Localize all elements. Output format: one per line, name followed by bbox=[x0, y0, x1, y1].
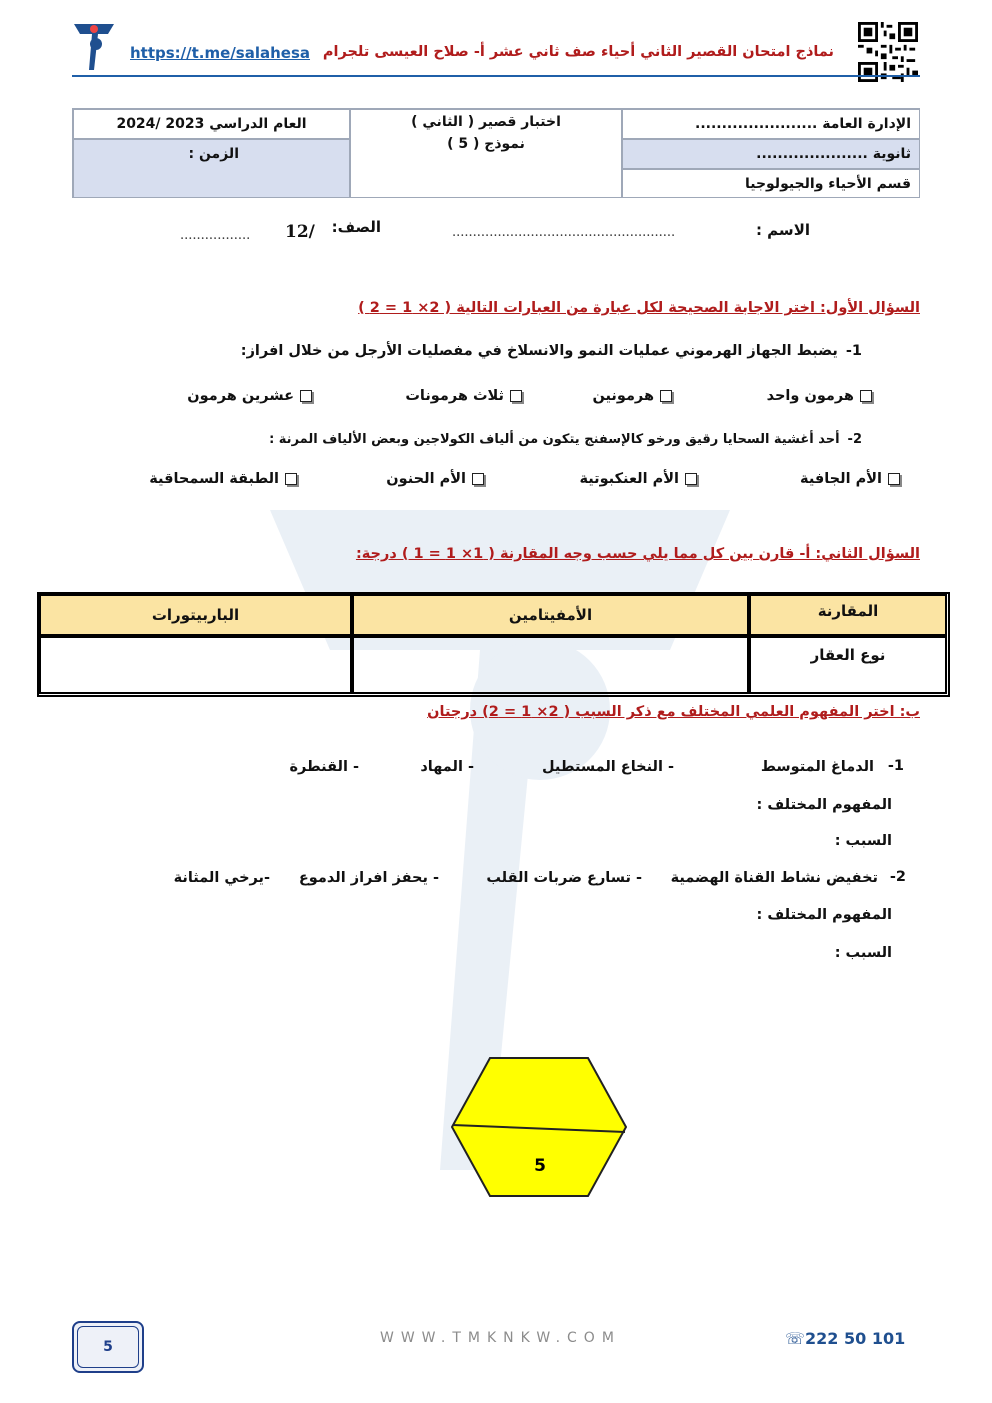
q1-item-2-option-2[interactable] bbox=[579, 471, 697, 487]
school-cell: ثانوية ..................... bbox=[622, 139, 920, 169]
class-value: 12/ bbox=[285, 222, 315, 242]
option-label: الأم الجافية bbox=[800, 471, 882, 487]
q2-heading: السؤال الثاني: أ- قارن بين كل مما يلي حسب وجه المقارنة ( 1× 1 = 1 ) درجة: bbox=[355, 546, 920, 562]
q2b-item-2-number: 2- bbox=[889, 869, 906, 885]
q1-item-1-text: يضبط الجهاز الهرموني عمليات النمو والانسلاخ في مفصليات الأرجل من خلال افراز: bbox=[240, 343, 838, 359]
q1-heading: السؤال الأول: اختر الاجابة الصحيحة لكل عبارة من العبارات التالية ( 2× 1 = 2 ) bbox=[358, 300, 920, 316]
option-label: عشرين هرمون bbox=[187, 388, 294, 404]
q2b-item-2-term-4: -يرخي المثانة bbox=[173, 870, 270, 886]
checkbox-icon bbox=[472, 473, 484, 485]
header-divider bbox=[72, 75, 920, 77]
q2b-item-1-term-4: - القنطرة bbox=[289, 759, 359, 775]
q1-item-1-option-4[interactable] bbox=[187, 388, 312, 404]
exam-model: نموذج ( 5 ) bbox=[447, 136, 525, 152]
q2b-item-2-term-1: تخفيض نشاط القناة الهضمية bbox=[670, 870, 878, 886]
year-cell: العام الدراسي 2023 /2024 bbox=[73, 109, 350, 139]
q1-item-2-number: 2- bbox=[847, 432, 862, 447]
q2b-item-2-term-2: - تسارع ضربات القلب bbox=[486, 870, 642, 886]
hexagon-number: 5 bbox=[534, 1156, 546, 1176]
table-cell-amphetamine-answer[interactable] bbox=[352, 636, 749, 694]
header-title: نماذج امتحان القصير الثاني أحياء صف ثاني عشر أ- صلاح العيسى تلجرام bbox=[322, 44, 834, 60]
q2b-item-2-reason-label: السبب : bbox=[834, 945, 892, 961]
name-field[interactable]: ...................................................... bbox=[452, 225, 676, 240]
q2b-item-1-term-1: الدماغ المتوسط bbox=[760, 759, 874, 775]
q2b-item-1-number: 1- bbox=[887, 758, 904, 774]
table-cell-drug-type-label: نوع العقار bbox=[749, 636, 947, 694]
page-number-box bbox=[72, 1321, 144, 1373]
exam-info-table bbox=[72, 108, 920, 198]
checkbox-icon bbox=[685, 473, 697, 485]
q1-item-1-option-1[interactable] bbox=[767, 388, 872, 404]
footer-phone: ☏222 50 101 bbox=[785, 1329, 906, 1348]
table-cell-barbiturates-answer[interactable] bbox=[39, 636, 352, 694]
option-label: هرمونين bbox=[592, 388, 654, 404]
q1-item-1 bbox=[241, 343, 862, 359]
class-field[interactable]: ................. bbox=[180, 228, 251, 243]
q1-item-1-option-3[interactable] bbox=[405, 388, 522, 404]
class-label: الصف: bbox=[331, 218, 381, 236]
q2b-item-2-term-3: - يحفز افراز الدموع bbox=[298, 870, 439, 886]
exam-title: اختبار قصير ( الثاني ) bbox=[411, 114, 561, 130]
footer-website[interactable]: WWW.TMKNKW.COM bbox=[380, 1330, 621, 1346]
q1-item-2-option-1[interactable] bbox=[800, 471, 900, 487]
department-cell: قسم الأحياء والجيولوجيا bbox=[622, 169, 920, 198]
q2b-item-1-different-label: المفهوم المختلف : bbox=[756, 797, 892, 813]
option-label: الطبقة السمحاقية bbox=[149, 471, 279, 487]
table-header-amphetamine: الأمفيتامين bbox=[352, 594, 749, 636]
comparison-table bbox=[37, 592, 950, 697]
q2-part-b-heading: ب: اختر المفهوم العلمي المختلف مع ذكر السبب ( 2× 1 = 2) درجتان bbox=[427, 704, 920, 720]
table-header-comparison: المقارنة bbox=[749, 594, 947, 636]
option-label: ثلاث هرمونات bbox=[405, 388, 504, 404]
q2b-item-2-different-label: المفهوم المختلف : bbox=[756, 907, 892, 923]
name-label: الاسم : bbox=[755, 221, 810, 239]
page-number: 5 bbox=[77, 1326, 139, 1368]
table-header-barbiturates: الباربيتورات bbox=[39, 594, 352, 636]
q1-item-2 bbox=[269, 432, 862, 447]
checkbox-icon bbox=[660, 390, 672, 402]
brand-logo-icon bbox=[72, 20, 116, 74]
admin-cell: الإدارة العامة ....................... bbox=[622, 109, 920, 139]
exam-title-cell bbox=[350, 109, 622, 198]
q1-item-2-text: أحد أغشية السحايا رقيق ورخو كالإسفنج يتكون من ألياف الكولاجين وبعض الألياف المرنة : bbox=[269, 432, 840, 447]
option-label: الأم الحنون bbox=[386, 471, 466, 487]
telegram-link[interactable]: https://t.me/salahesa bbox=[130, 44, 311, 62]
checkbox-icon bbox=[860, 390, 872, 402]
time-cell: الزمن : bbox=[73, 139, 350, 198]
checkbox-icon bbox=[300, 390, 312, 402]
q2b-item-1-term-3: - المهاد bbox=[420, 759, 474, 775]
q1-item-2-option-4[interactable] bbox=[149, 471, 297, 487]
option-label: هرمون واحد bbox=[766, 388, 854, 404]
q1-item-1-option-2[interactable] bbox=[592, 388, 672, 404]
q1-item-1-number: 1- bbox=[845, 343, 862, 359]
checkbox-icon bbox=[510, 390, 522, 402]
q1-item-2-option-3[interactable] bbox=[386, 471, 484, 487]
hexagon-model-badge bbox=[451, 1057, 627, 1197]
q2b-item-1-reason-label: السبب : bbox=[834, 833, 892, 849]
qr-code-icon bbox=[858, 22, 918, 82]
option-label: الأم العنكبوتية bbox=[579, 471, 679, 487]
checkbox-icon bbox=[285, 473, 297, 485]
checkbox-icon bbox=[888, 473, 900, 485]
q2b-item-1-term-2: - النخاع المستطيل bbox=[541, 759, 674, 775]
